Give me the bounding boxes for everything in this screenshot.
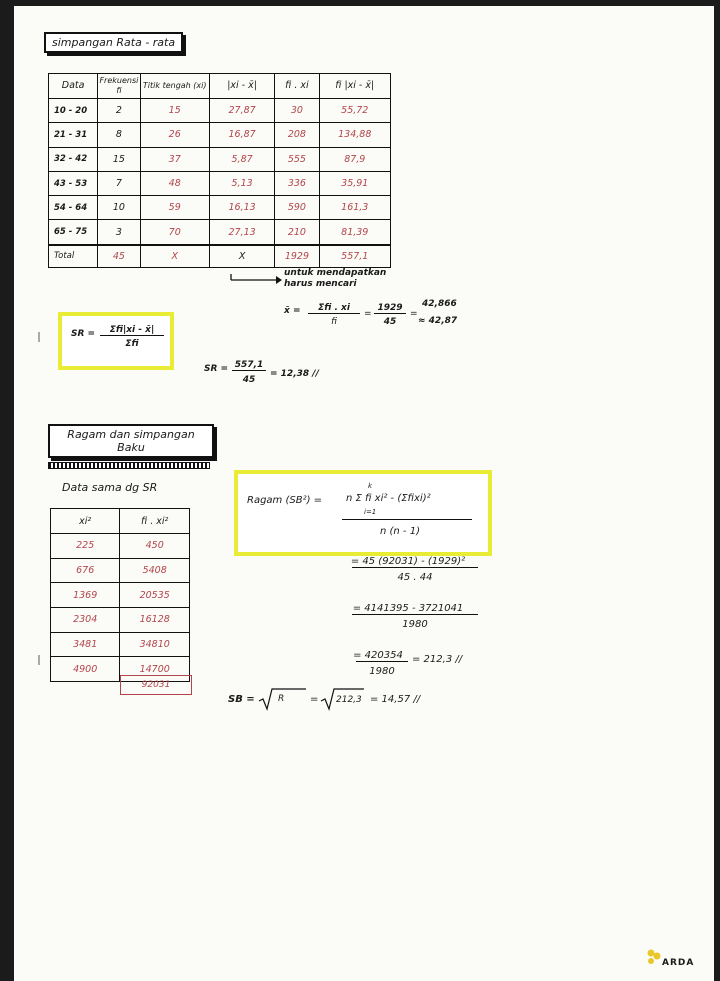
- section1-title: simpangan Rata - rata: [44, 32, 183, 53]
- table-row: [49, 220, 391, 245]
- section2-title-line2: Baku: [117, 441, 145, 454]
- cell: 134,88: [319, 123, 390, 147]
- sr-den: 45: [232, 370, 266, 385]
- cell: 1929: [275, 245, 319, 268]
- cell: 5,13: [209, 171, 274, 195]
- col-header-fi-abs-dev: fi |xi - x̄|: [319, 74, 390, 99]
- ragam-num: n Σ fi xi² - (Σfixi)²: [346, 493, 431, 504]
- table-header-row: [51, 509, 190, 534]
- cell: X: [140, 245, 209, 268]
- cell: 2: [98, 99, 140, 123]
- col-header-xi2: xi²: [51, 509, 120, 534]
- cell: 20535: [120, 583, 190, 608]
- cell: 14700: [120, 657, 190, 682]
- cell: 676: [51, 558, 120, 583]
- total-fixi2: 92031: [120, 675, 192, 695]
- mean-num: Σfi . xi: [318, 303, 350, 313]
- cell: 16128: [120, 608, 190, 633]
- col-header-frekuensi: [98, 74, 140, 99]
- cell: Total: [49, 245, 98, 268]
- cell: 81,39: [319, 220, 390, 245]
- sr-formula-box: [58, 312, 174, 370]
- margin-mark: [38, 332, 40, 342]
- ragam-sum-bottom: i=1: [364, 508, 377, 516]
- table-row: [49, 123, 391, 147]
- mean-val2: ≈ 42,87: [418, 316, 458, 326]
- table-row: [51, 558, 190, 583]
- fi-label: fi: [116, 86, 122, 95]
- margin-mark: [38, 655, 40, 665]
- cell: 55,72: [319, 99, 390, 123]
- mean-num2: 1929: [377, 303, 403, 313]
- mean-den2: 45: [374, 313, 406, 327]
- section2-title: [48, 424, 214, 458]
- cell: 27,87: [209, 99, 274, 123]
- table-row: [49, 196, 391, 220]
- cell: 87,9: [319, 147, 390, 171]
- sb-rad2: 212,3: [336, 695, 362, 705]
- step2-den: 1980: [352, 614, 478, 630]
- cell: 15: [140, 99, 209, 123]
- title-underline-decoration: [48, 462, 210, 469]
- table-row: [51, 534, 190, 559]
- cell: 10: [98, 196, 140, 220]
- sb-rad1: R: [278, 694, 285, 704]
- frekuensi-label: Frekuensi: [99, 76, 139, 85]
- step3-result: = 212,3 //: [412, 654, 463, 665]
- cell: 450: [120, 534, 190, 559]
- sr-formula-fraction: [100, 325, 164, 349]
- squares-table: [50, 508, 190, 682]
- mean-lhs: x̄ =: [284, 306, 301, 316]
- step2-fraction: [338, 603, 478, 630]
- cell: 210: [275, 220, 319, 245]
- table-row: [51, 632, 190, 657]
- step3-num: = 420354: [353, 650, 403, 661]
- table-row: [51, 583, 190, 608]
- cell: 557,1: [319, 245, 390, 268]
- cell: 208: [275, 123, 319, 147]
- cell: 21 - 31: [49, 123, 98, 147]
- mean-fraction-2: [374, 303, 406, 327]
- cell: 225: [51, 534, 120, 559]
- cell: 590: [275, 196, 319, 220]
- cell: 3481: [51, 632, 120, 657]
- arrow-icon: [230, 272, 282, 284]
- cell: 161,3: [319, 196, 390, 220]
- brand-logo-icon: [646, 948, 662, 966]
- col-header-data: Data: [49, 74, 98, 99]
- table-header-row: [49, 74, 391, 99]
- table-row: [49, 147, 391, 171]
- cell: 32 - 42: [49, 147, 98, 171]
- col-header-abs-dev: |xi - x̄|: [209, 74, 274, 99]
- cell: 70: [140, 220, 209, 245]
- mean-val1: 42,866: [422, 299, 457, 309]
- cell: 43 - 53: [49, 171, 98, 195]
- cell: 16,13: [209, 196, 274, 220]
- cell: 45: [98, 245, 140, 268]
- sr-formula-lhs: SR =: [71, 329, 96, 339]
- mean-den: fi: [308, 313, 360, 327]
- step1-den: 45 . 44: [352, 567, 478, 583]
- ragam-formula-box: [234, 470, 492, 556]
- sr-result: = 12,38 //: [270, 369, 319, 379]
- table-row: [49, 171, 391, 195]
- cell: 336: [275, 171, 319, 195]
- ragam-lhs: Ragam (SB²) =: [247, 495, 323, 506]
- cell: 5408: [120, 558, 190, 583]
- cell: 4900: [51, 657, 120, 682]
- cell: 7: [98, 171, 140, 195]
- cell: 48: [140, 171, 209, 195]
- cell: X: [209, 245, 274, 268]
- sr-formula-num: Σfi|xi - x̄|: [109, 325, 155, 335]
- ragam-den: n (n - 1): [380, 526, 420, 537]
- step3-fraction: [348, 650, 408, 677]
- note-line1: untuk mendapatkan: [284, 268, 387, 278]
- cell: 15: [98, 147, 140, 171]
- cell: 2304: [51, 608, 120, 633]
- col-header-fixi2: fi . xi²: [120, 509, 190, 534]
- cell: 34810: [120, 632, 190, 657]
- sr-fraction: [232, 360, 266, 385]
- mean-eq: =: [364, 309, 372, 319]
- col-header-titik-tengah: Titik tengah (xi): [140, 74, 209, 99]
- cell: 10 - 20: [49, 99, 98, 123]
- cell: 54 - 64: [49, 196, 98, 220]
- sr-num: 557,1: [234, 360, 264, 370]
- ragam-fraction-bar: [342, 519, 472, 520]
- ragam-sum-top: k: [368, 482, 373, 490]
- mean-fraction: [308, 303, 360, 327]
- sb-lhs: SB =: [228, 694, 255, 705]
- cell: 555: [275, 147, 319, 171]
- table-total-row: [49, 245, 391, 268]
- cell: 30: [275, 99, 319, 123]
- cell: 1369: [51, 583, 120, 608]
- cell: 35,91: [319, 171, 390, 195]
- step2-num: = 4141395 - 3721041: [352, 603, 464, 614]
- cell: 8: [98, 123, 140, 147]
- notebook-page: [14, 6, 714, 981]
- cell: 3: [98, 220, 140, 245]
- cell: 65 - 75: [49, 220, 98, 245]
- section2-title-line1: Ragam dan simpangan: [67, 428, 195, 441]
- step1-fraction: [338, 556, 478, 583]
- cell: 37: [140, 147, 209, 171]
- cell: 16,87: [209, 123, 274, 147]
- brand-logo-text: ARDA: [662, 958, 695, 968]
- frequency-table: [48, 73, 391, 268]
- sb-eq: =: [310, 694, 319, 705]
- note-line2: harus mencari: [284, 279, 357, 289]
- cell: 27,13: [209, 220, 274, 245]
- sb-result: = 14,57 //: [370, 694, 421, 705]
- table-row: [51, 608, 190, 633]
- cell: 59: [140, 196, 209, 220]
- cell: 5,87: [209, 147, 274, 171]
- sr-formula-den: Σfi: [100, 335, 164, 349]
- section2-subtitle: Data sama dg SR: [62, 481, 158, 494]
- step3-den: 1980: [356, 661, 408, 677]
- cell: 26: [140, 123, 209, 147]
- sr-lhs: SR =: [204, 364, 229, 374]
- mean-eq2: =: [410, 309, 418, 319]
- step1-num: = 45 (92031) - (1929)²: [350, 556, 466, 567]
- table-row: [49, 99, 391, 123]
- col-header-fixi: fi . xi: [275, 74, 319, 99]
